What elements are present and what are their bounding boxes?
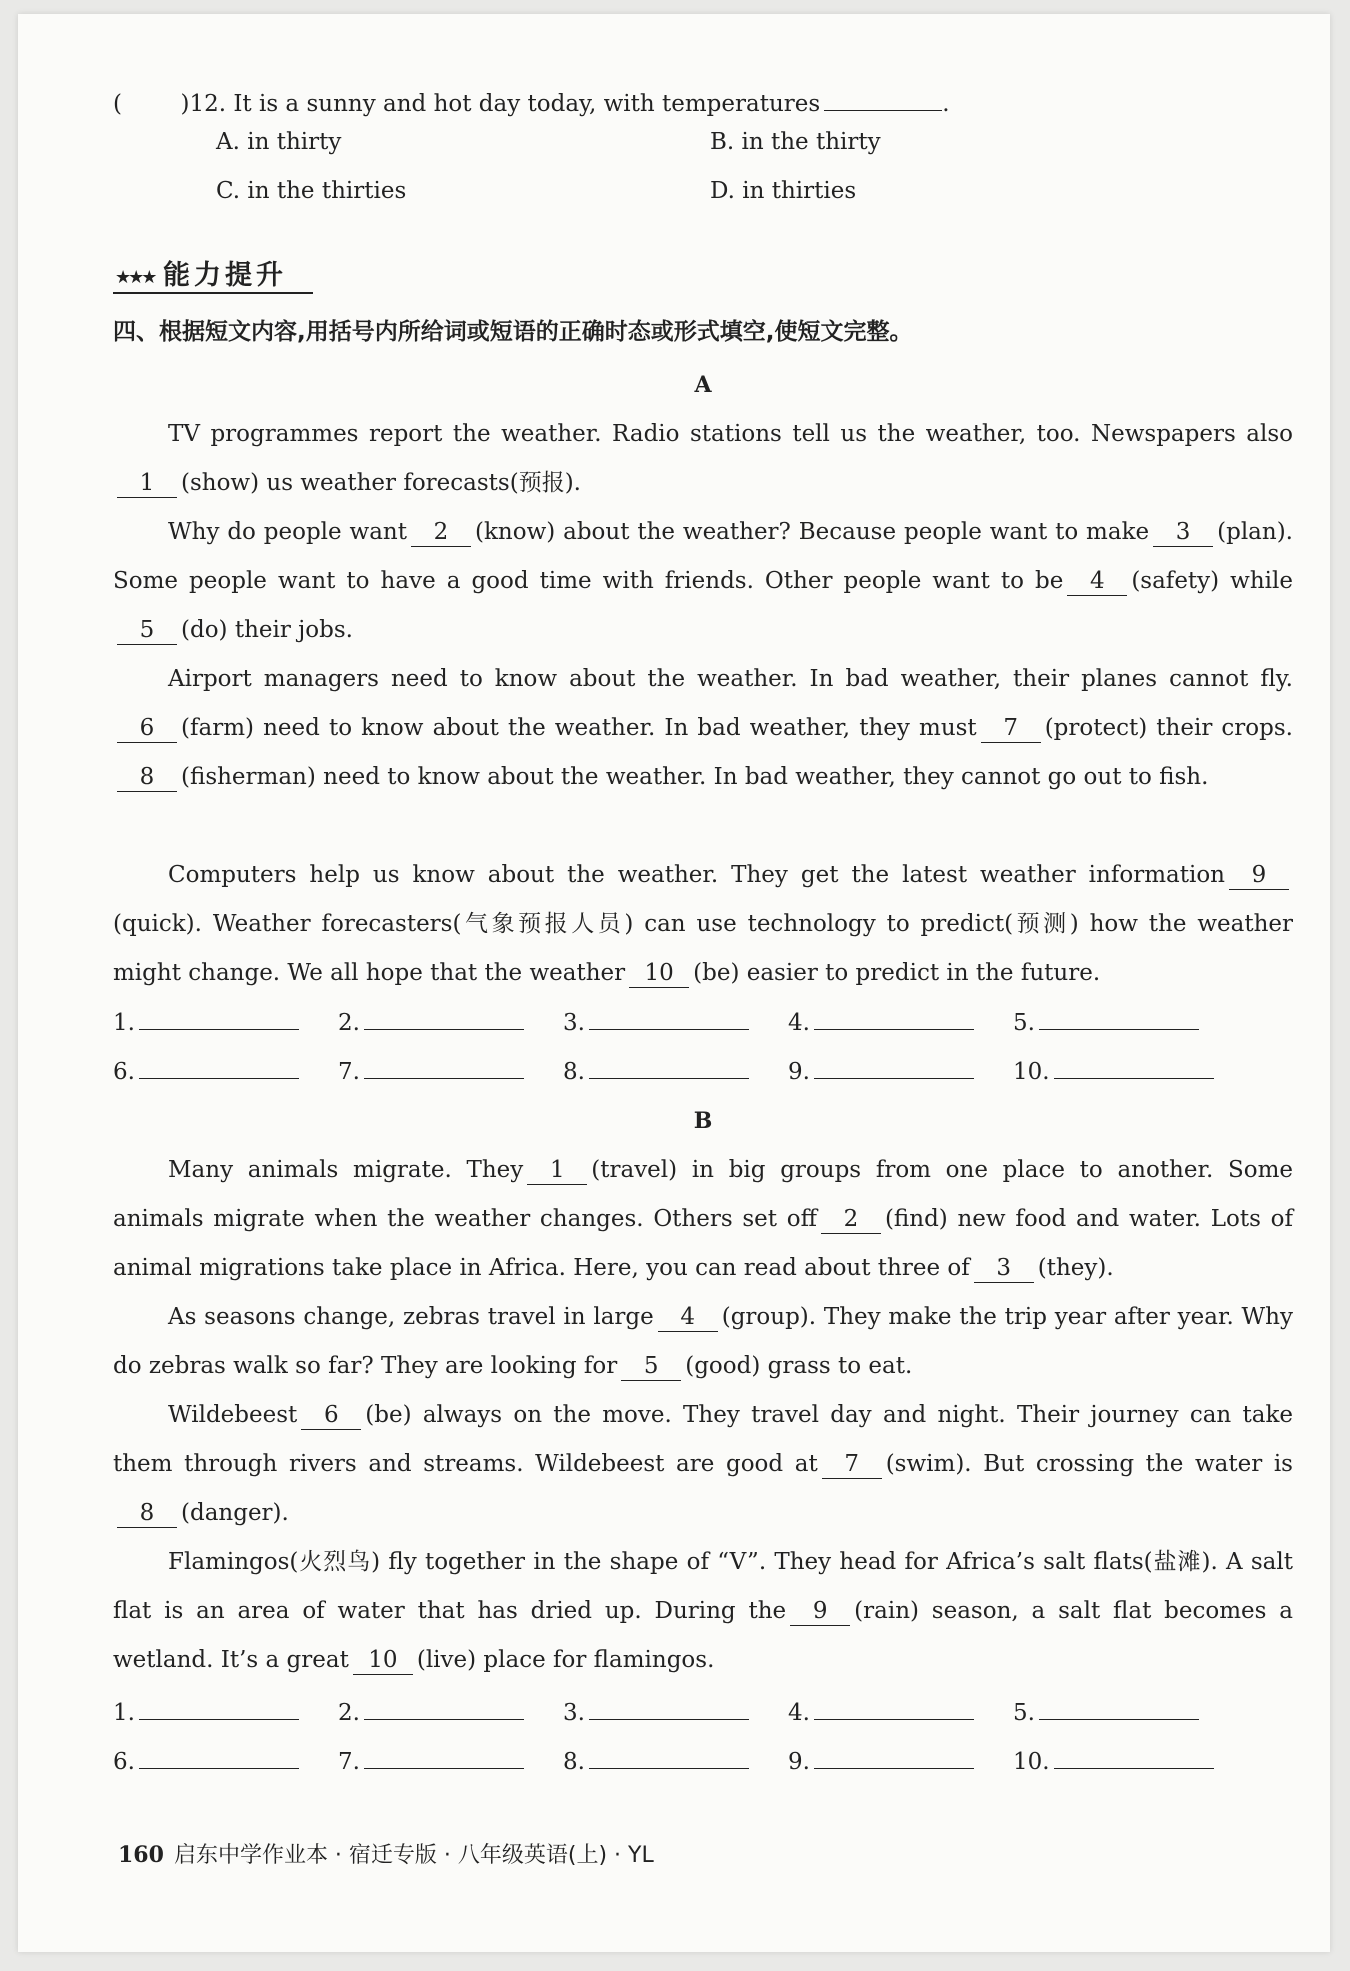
answer-line[interactable] bbox=[788, 999, 974, 1048]
text-segment: Why do people want bbox=[168, 519, 407, 545]
option-c: C. in the thirties bbox=[216, 178, 407, 204]
text-segment: (know) about the weather? Because people want to make bbox=[475, 519, 1150, 545]
text-segment: (danger). bbox=[181, 1500, 289, 1526]
blank-a8: 8 bbox=[117, 763, 177, 792]
answer-line[interactable] bbox=[338, 1738, 524, 1787]
answer-line[interactable] bbox=[113, 1689, 299, 1738]
blank-b9: 9 bbox=[790, 1597, 850, 1626]
text-segment: (plan). Some people want to have a good time with friends. Other people want to be bbox=[113, 519, 1293, 594]
answer-number: 4. bbox=[788, 1700, 810, 1726]
answer-number: 1. bbox=[113, 1700, 135, 1726]
text-segment: (quick). Weather forecasters(气象预报人员) can use technology to predict(预测) how the weather might change. We all hope that the weather bbox=[113, 911, 1293, 986]
text-segment: (find) new food and water. Lots of animal migrations take place in Africa. Here, you can read about three of bbox=[113, 1206, 1293, 1281]
answer-line[interactable] bbox=[1013, 1738, 1214, 1787]
text-segment: (be) always on the move. They travel day and night. Their journey can take them through rivers and streams. Wildebeest are good at bbox=[113, 1402, 1293, 1477]
text-segment: Airport managers need to know about the weather. In bad weather, their planes cannot fly. bbox=[168, 666, 1293, 692]
answer-number: 6. bbox=[113, 1059, 135, 1085]
passage-a-paragraph-1 bbox=[113, 410, 1293, 508]
blank-b5: 5 bbox=[621, 1352, 681, 1381]
option-a: A. in thirty bbox=[216, 129, 342, 155]
blank-b3: 3 bbox=[974, 1254, 1034, 1283]
blank-b6: 6 bbox=[301, 1401, 361, 1430]
text-segment: (good) grass to eat. bbox=[685, 1353, 913, 1379]
passage-b-paragraph-3 bbox=[113, 1391, 1293, 1538]
answer-line[interactable] bbox=[1013, 1689, 1199, 1738]
text-segment: (live) place for flamingos. bbox=[416, 1647, 715, 1673]
answer-line[interactable] bbox=[563, 1048, 749, 1097]
text-segment: Flamingos(火烈鸟) fly together in the shape of “V”. They head for Africa’s salt flats(盐滩). A salt flat is an area of water that has dried up. During the bbox=[113, 1549, 1293, 1624]
blank-a7: 7 bbox=[981, 714, 1041, 743]
blank-b4: 4 bbox=[658, 1303, 718, 1332]
passage-b-paragraph-1 bbox=[113, 1146, 1293, 1293]
answer-line[interactable] bbox=[113, 999, 299, 1048]
instruction: 四、根据短文内容,用括号内所给词或短语的正确时态或形式填空,使短文完整。 bbox=[113, 319, 913, 345]
answer-number: 3. bbox=[563, 1700, 585, 1726]
text-segment: (protect) their crops. bbox=[1044, 715, 1293, 741]
passage-a-paragraph-2 bbox=[113, 508, 1293, 655]
question-12-text: 12. It is a sunny and hot day today, with temperatures bbox=[189, 91, 821, 117]
question-12-period: . bbox=[942, 91, 950, 117]
page-number: 160 bbox=[118, 1842, 164, 1868]
blank-a6: 6 bbox=[117, 714, 177, 743]
text-segment: (they). bbox=[1037, 1255, 1114, 1281]
answer-number: 5. bbox=[1013, 1010, 1035, 1036]
text-segment: (do) their jobs. bbox=[181, 617, 353, 643]
passage-b-paragraph-2 bbox=[113, 1293, 1293, 1391]
stars-icon: ★★★ bbox=[115, 267, 155, 288]
workbook-page bbox=[18, 14, 1330, 1952]
blank-b8: 8 bbox=[117, 1499, 177, 1528]
answer-parenthesis: ( ) bbox=[113, 91, 190, 117]
answer-line[interactable] bbox=[338, 1689, 524, 1738]
answer-number: 8. bbox=[563, 1059, 585, 1085]
answer-line[interactable] bbox=[1013, 1048, 1214, 1097]
passage-a-paragraph-4 bbox=[113, 851, 1293, 998]
text-segment: (swim). But crossing the water is bbox=[885, 1451, 1293, 1477]
text-segment: TV programmes report the weather. Radio stations tell us the weather, too. Newspapers also bbox=[168, 421, 1293, 447]
option-b: B. in the thirty bbox=[710, 129, 881, 155]
answer-line[interactable] bbox=[563, 1738, 749, 1787]
question-12-blank bbox=[824, 88, 942, 111]
answer-number: 2. bbox=[338, 1700, 360, 1726]
answer-number: 3. bbox=[563, 1010, 585, 1036]
answer-line[interactable] bbox=[563, 999, 749, 1048]
blank-b1: 1 bbox=[527, 1156, 587, 1185]
text-segment: As seasons change, zebras travel in large bbox=[168, 1304, 654, 1330]
answer-number: 8. bbox=[563, 1749, 585, 1775]
blank-a10: 10 bbox=[629, 959, 689, 988]
blank-a4: 4 bbox=[1067, 567, 1127, 596]
answer-line[interactable] bbox=[113, 1738, 299, 1787]
text-segment: (safety) while bbox=[1131, 568, 1293, 594]
blank-b2: 2 bbox=[821, 1205, 881, 1234]
answer-line[interactable] bbox=[338, 999, 524, 1048]
answer-line[interactable] bbox=[1013, 999, 1199, 1048]
passage-b-label: B bbox=[693, 1108, 713, 1134]
answer-line[interactable] bbox=[788, 1048, 974, 1097]
blank-b10: 10 bbox=[353, 1646, 413, 1675]
text-segment: Wildebeest bbox=[168, 1402, 298, 1428]
text-segment: (farm) need to know about the weather. In bad weather, they must bbox=[181, 715, 977, 741]
answer-line[interactable] bbox=[113, 1048, 299, 1097]
blank-a1: 1 bbox=[117, 469, 177, 498]
answer-number: 7. bbox=[338, 1059, 360, 1085]
option-d: D. in thirties bbox=[710, 178, 857, 204]
passage-a-paragraph-3 bbox=[113, 655, 1293, 802]
text-segment: (fisherman) need to know about the weather. In bad weather, they cannot go out to fish. bbox=[181, 764, 1209, 790]
text-segment: Computers help us know about the weather. They get the latest weather information bbox=[168, 862, 1225, 888]
passage-b-paragraph-4 bbox=[113, 1538, 1293, 1685]
answer-number: 9. bbox=[788, 1059, 810, 1085]
text-segment: Many animals migrate. They bbox=[168, 1157, 524, 1183]
answer-number: 4. bbox=[788, 1010, 810, 1036]
page-footer bbox=[118, 1838, 654, 1869]
text-segment: (rain) season, a salt flat becomes a wetland. It’s a great bbox=[113, 1598, 1293, 1673]
answer-number: 7. bbox=[338, 1749, 360, 1775]
answer-number: 5. bbox=[1013, 1700, 1035, 1726]
book-title: 启东中学作业本 · 宿迁专版 · 八年级英语(上) · YL bbox=[173, 1843, 654, 1868]
blank-a5: 5 bbox=[117, 616, 177, 645]
answer-line[interactable] bbox=[563, 1689, 749, 1738]
text-segment: (travel) in big groups from one place to another. Some animals migrate when the weather changes. Others set off bbox=[113, 1157, 1293, 1232]
blank-a3: 3 bbox=[1153, 518, 1213, 547]
section-title: 能力提升 bbox=[163, 260, 287, 291]
answer-number: 10. bbox=[1013, 1059, 1050, 1085]
section-underline bbox=[113, 292, 313, 294]
answer-line[interactable] bbox=[338, 1048, 524, 1097]
text-segment: (show) us weather forecasts(预报). bbox=[181, 470, 581, 496]
blank-b7: 7 bbox=[822, 1450, 882, 1479]
answer-number: 10. bbox=[1013, 1749, 1050, 1775]
text-segment: (be) easier to predict in the future. bbox=[693, 960, 1101, 986]
blank-a2: 2 bbox=[411, 518, 471, 547]
answer-number: 2. bbox=[338, 1010, 360, 1036]
text-segment: (group). They make the trip year after year. Why do zebras walk so far? They are looking for bbox=[113, 1304, 1293, 1379]
passage-a-label: A bbox=[694, 372, 712, 398]
answer-line[interactable] bbox=[788, 1689, 974, 1738]
answer-number: 6. bbox=[113, 1749, 135, 1775]
blank-a9: 9 bbox=[1229, 861, 1289, 890]
answer-line[interactable] bbox=[788, 1738, 974, 1787]
answer-number: 9. bbox=[788, 1749, 810, 1775]
answer-number: 1. bbox=[113, 1010, 135, 1036]
